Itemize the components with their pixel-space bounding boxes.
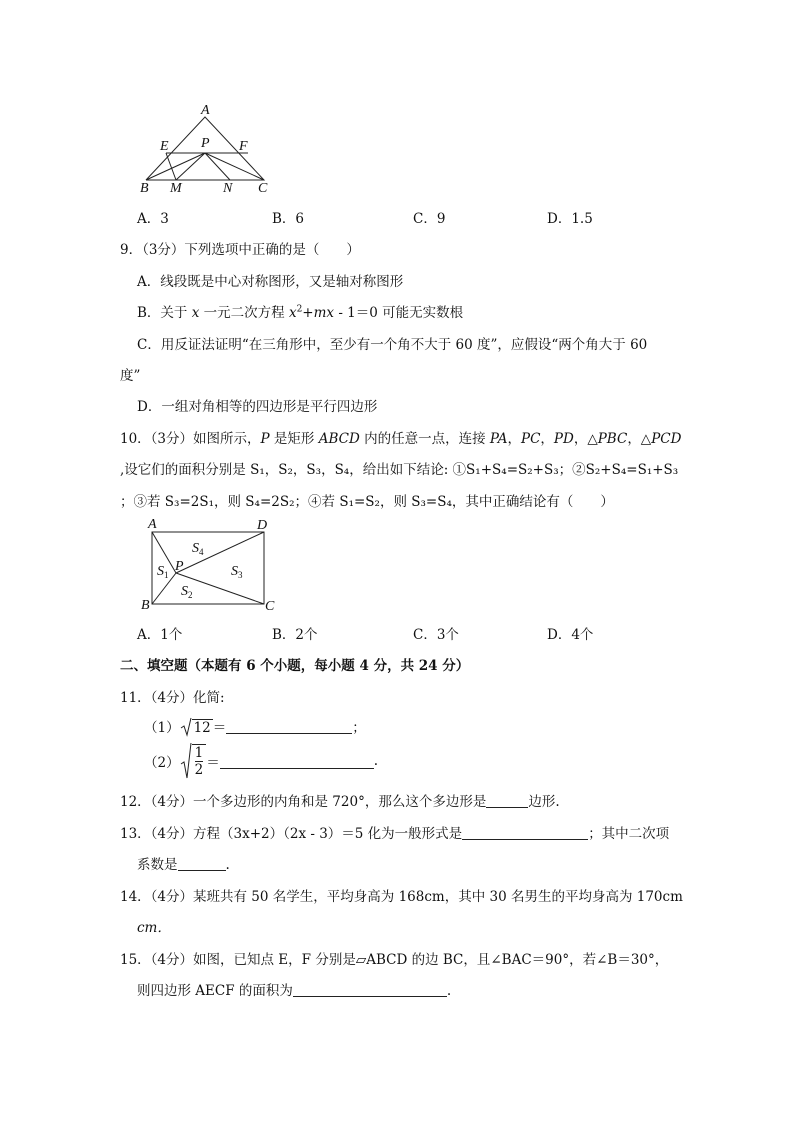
q9-option-b [137, 301, 463, 321]
q11-stem: 11．（4分）化简: [120, 690, 225, 706]
rect-label-P: P [175, 559, 184, 574]
q11-p2-fraction [192, 744, 207, 778]
q10-line3: ；③若 S₃=2S₁，则 S₄=2S₂；④若 S₁=S₂，则 S₃=S₄，其中正确结论有（ ） [120, 494, 614, 510]
q11-part2 [144, 742, 378, 782]
q10-option-c: C．3个 [413, 627, 459, 643]
q10-l1-g: ，△ [627, 431, 652, 447]
q10-l1-c: 内的任意一点，连接 [359, 431, 490, 447]
q11-p2-blank [220, 754, 374, 769]
sqrt-sign [180, 717, 192, 737]
q9-b-sup: 2 [296, 304, 303, 315]
q9-b-eq: x [288, 305, 297, 321]
q9-option-c-line2: 度” [120, 368, 141, 384]
q11-p2-num: 1 [194, 745, 204, 761]
label-P: P [201, 136, 210, 151]
q10-l1-pc: PC [520, 431, 541, 447]
q10-l1-a: 10．（3分）如图所示， [120, 431, 261, 447]
label-F: F [239, 139, 248, 154]
q11-p2-den: 2 [194, 762, 204, 778]
q11-p1-end: ； [352, 720, 366, 736]
q10-line1 [120, 427, 681, 447]
q11-p2-end: . [373, 753, 378, 769]
q11-p2-eq: ＝ [206, 755, 220, 771]
q8-option-c: C．9 [413, 211, 446, 227]
q9-b-plus: + [302, 305, 314, 321]
q10-option-b: B．2个 [272, 627, 318, 643]
q14-line1: 14．（4分）某班共有 50 名学生，平均身高为 168cm，其中 30 名男生的平均身高为 170cm [120, 889, 683, 905]
q9-option-d: D．一组对角相等的四边形是平行四边形 [137, 399, 378, 415]
q13-post: ；其中二次项 [588, 826, 670, 842]
q13-pre: 13．（4分）方程（3x+2）（2x - 3）＝5 化为一般形式是 [120, 826, 463, 842]
q9-b-x: x [191, 305, 200, 321]
q9-option-c-line1: C．用反证法证明“在三角形中，至少有一个角不大于 60 度”，应假设“两个角大于 60 [137, 337, 648, 353]
label-A: A [201, 103, 210, 118]
q8-option-d: D．1.5 [547, 211, 593, 227]
rect-label-D: D [257, 518, 268, 533]
q10-l1-e: ， [540, 431, 554, 447]
q12 [120, 790, 560, 810]
rect-label-A: A [148, 517, 157, 532]
q12-blank [486, 793, 528, 808]
rect-label-S4: $S_4$ [192, 541, 204, 557]
q11-p1-eq: ＝ [212, 720, 227, 736]
q13-l2-post: . [225, 857, 230, 873]
sqrt-sign-2 [180, 742, 192, 780]
q10-line2: ,设它们的面积分别是 S₁，S₂，S₃，S₄，给出如下结论: ①S₁+S₄=S₂+S₃；②S₂+S₄=S₁+S₃ [120, 462, 679, 478]
q9-b-tail: - 1＝0 可能无实数根 [334, 305, 464, 321]
rectangle-figure [138, 515, 288, 615]
q10-option-a: A．1个 [137, 627, 183, 643]
label-N: N [223, 181, 233, 196]
q10-l1-d: ， [507, 431, 521, 447]
label-E: E [160, 139, 169, 154]
section2-heading: 二、填空题（本题有 6 个小题，每小题 4 分，共 24 分） [120, 658, 470, 674]
q11-p1-label: （1） [144, 720, 180, 736]
q10-l1-f: ，△ [573, 431, 598, 447]
q9-option-a: A．线段既是中心对称图形，又是轴对称图形 [137, 274, 404, 290]
q13-line2 [137, 853, 230, 873]
q10-l1-b: 是矩形 [269, 431, 319, 447]
label-M: M [170, 181, 182, 196]
q9-b-pre: B．关于 [137, 305, 192, 321]
q9-stem: 9．（3分）下列选项中正确的是（ ） [120, 242, 360, 258]
q10-l1-pd: PD [553, 431, 574, 447]
q15-blank [293, 982, 447, 997]
q15-l2-post: . [446, 983, 452, 999]
q10-l1-abcd: ABCD [318, 431, 360, 447]
q11-part1 [144, 716, 366, 737]
q13-blank2 [178, 856, 226, 871]
q11-p1-blank [226, 719, 352, 734]
q10-l1-pbc: PBC [597, 431, 628, 447]
rect-label-S2: $S_2$ [181, 584, 193, 600]
rect-label-S3: $S_3$ [231, 564, 243, 580]
q10-option-d: D．4个 [547, 627, 594, 643]
q11-p2-label: （2） [144, 755, 180, 771]
label-C: C [258, 181, 268, 196]
q13-l2-pre: 系数是 [137, 857, 178, 873]
q13-blank1 [462, 825, 588, 840]
q14-line2: cm． [137, 920, 171, 936]
q15-l2-pre: 则四边形 AECF 的面积为 [137, 983, 293, 999]
q12-pre: 12．（4分）一个多边形的内角和是 720°，那么这个多边形是 [120, 794, 487, 810]
q10-l1-pa: PA [489, 431, 508, 447]
q9-b-mid: 一元二次方程 [199, 305, 289, 321]
q15-line2 [137, 979, 451, 999]
q10-l1-pcd: PCD [651, 431, 682, 447]
q13-line1 [120, 822, 669, 842]
triangle-figure [130, 100, 290, 200]
q9-b-mx: mx [313, 305, 335, 321]
q15-line1: 15．（4分）如图，已知点 E，F 分别是▱ABCD 的边 BC，且∠BAC＝90°，若∠B＝30°， [120, 952, 669, 968]
q12-post: 边形. [528, 794, 560, 810]
rect-label-B: B [141, 598, 150, 613]
q10-l1-p: P [260, 431, 270, 447]
q8-option-a: A．3 [137, 211, 169, 227]
rect-label-S1: $S_1$ [157, 564, 169, 580]
rect-label-C: C [265, 599, 275, 614]
label-B: B [140, 181, 149, 196]
q8-option-b: B．6 [272, 211, 305, 227]
q11-p1-radicand: 12 [193, 720, 211, 736]
